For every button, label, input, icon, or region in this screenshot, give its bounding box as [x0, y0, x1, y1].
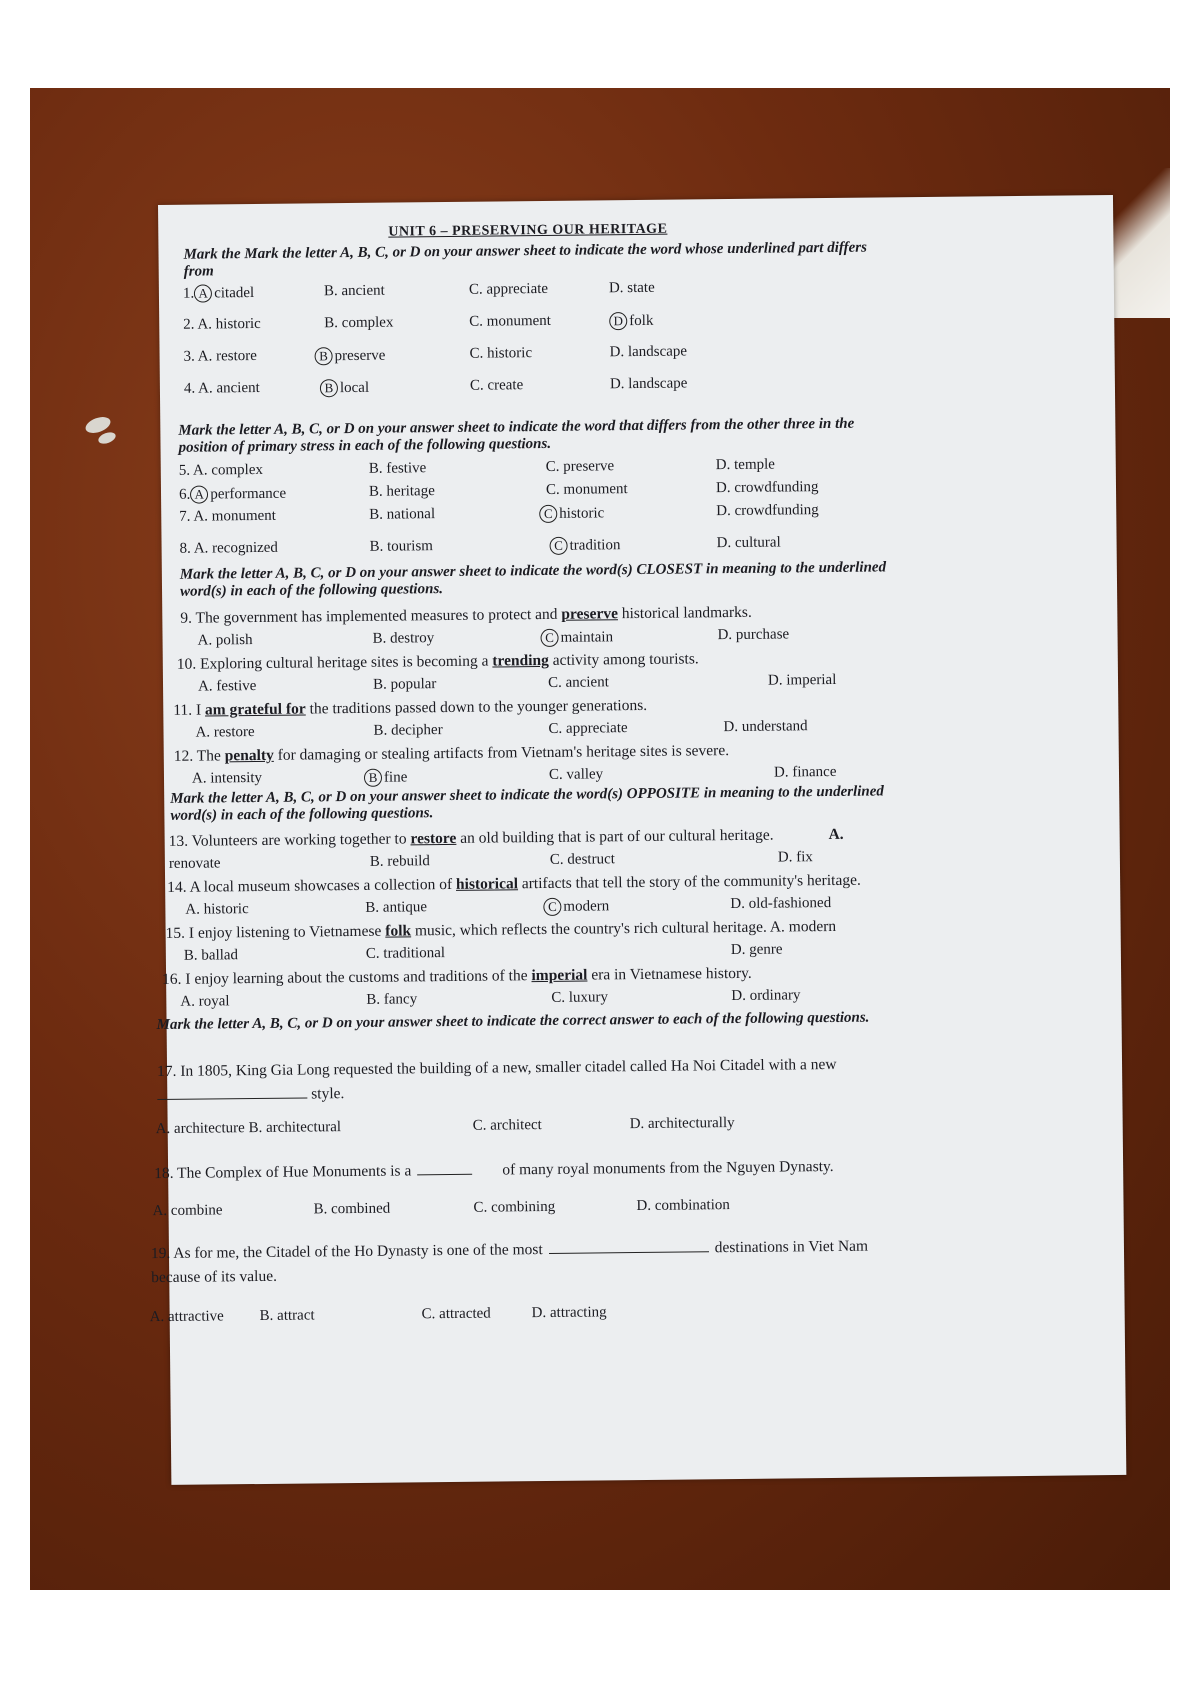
- q13-option-d: D. fix: [777, 849, 813, 866]
- q17-stem-line2: style.: [157, 1085, 344, 1105]
- q8-option-d: D. cultural: [716, 534, 781, 552]
- answer-circle: A: [190, 485, 208, 503]
- answer-circle: C: [543, 898, 561, 916]
- answer-circle: D: [609, 312, 627, 330]
- q18-option-c: C. combining: [473, 1198, 556, 1216]
- q19-stem-line2: because of its value.: [151, 1267, 278, 1287]
- q17-stem-line1: 17. In 1805, King Gia Long requested the building of a new, smaller citadel called Ha Noi Citadel with a new: [156, 1055, 837, 1081]
- q17-option-d: D. architecturally: [629, 1115, 735, 1133]
- q18-option-a: A. combine: [152, 1202, 223, 1220]
- q14-option-c: C modern: [543, 897, 609, 916]
- section-instruction: Mark the Mark the letter A, B, C, or D on your answer sheet to indicate the word whose underlined part differs from: [183, 239, 867, 280]
- q9-stem: 9. The government has implemented measures to protect and preserve historical landmarks.: [180, 603, 752, 627]
- q3-option-b: B preserve: [314, 347, 385, 366]
- q18-stem: 18. The Complex of Hue Monuments is a of many royal monuments from the Nguyen Dynasty.: [154, 1157, 834, 1183]
- q16-stem: 16. I enjoy learning about the customs and traditions of the imperial era in Vietnamese history.: [162, 964, 752, 988]
- q15-option-c: C. traditional: [365, 945, 446, 962]
- answer-circle: B: [320, 379, 338, 397]
- q9-option-c: C maintain: [540, 628, 613, 647]
- q2-option-d: D folk: [609, 312, 653, 330]
- q16-option-c: C. luxury: [551, 989, 609, 1006]
- q16-option-d: D. ordinary: [731, 987, 801, 1005]
- q15-option-b: B. ballad: [183, 947, 239, 964]
- q18-option-b: B. combined: [313, 1200, 391, 1218]
- table-speck: [97, 430, 117, 446]
- q5-option-b: B. festive: [368, 460, 427, 477]
- q4-option-d: D. landscape: [609, 375, 688, 393]
- q1-option-a: 1. A citadel: [182, 284, 255, 302]
- section-instruction: Mark the letter A, B, C, or D on your answer sheet to indicate the correct answer to each of the following questions.: [156, 1009, 870, 1034]
- answer-circle: C: [539, 505, 557, 523]
- q6-option-b: B. heritage: [368, 483, 435, 500]
- q14-option-a: A. historic: [185, 901, 249, 918]
- q14-stem: 14. A local museum showcases a collection of historical artifacts that tell the story of the community's heritage.: [167, 871, 861, 896]
- q11-option-d: D. understand: [723, 718, 808, 736]
- q14-option-b: B. antique: [365, 899, 428, 916]
- q10-option-d: D. imperial: [767, 671, 837, 689]
- q4-option-a: 4. A. ancient: [183, 379, 260, 397]
- q8-option-c: C tradition: [549, 536, 620, 555]
- q1-option-c: C. appreciate: [468, 280, 549, 298]
- q12-option-a: A. intensity: [191, 769, 263, 787]
- q13-stem: 13. Volunteers are working together to restore an old building that is part of our cultural heritage. A.: [168, 825, 844, 850]
- q17-option-c: C. architect: [472, 1117, 542, 1134]
- q19-stem: 19. As for me, the Citadel of the Ho Dynasty is one of the most destinations in Viet Nam: [150, 1237, 869, 1263]
- q5-option-d: D. temple: [715, 456, 775, 474]
- q5-option-a: 5. A. complex: [178, 461, 264, 479]
- q2-option-b: B. complex: [324, 314, 394, 332]
- q8-option-b: B. tourism: [369, 538, 434, 555]
- q10-stem: 10. Exploring cultural heritage sites is becoming a trending activity among tourists.: [176, 650, 699, 673]
- q14-option-d: D. old-fashioned: [730, 894, 832, 913]
- q3-option-c: C. historic: [469, 345, 533, 362]
- answer-circle: C: [549, 537, 567, 555]
- q12-option-b: B fine: [364, 768, 408, 786]
- q7-option-c: C historic: [539, 504, 604, 523]
- q11-stem: 11. I am grateful for the traditions passed down to the younger generations.: [173, 696, 648, 719]
- q13-option-b: B. rebuild: [369, 853, 430, 870]
- worksheet-paper: [149, 195, 1126, 1485]
- q10-option-b: B. popular: [372, 676, 437, 693]
- q11-option-a: A. restore: [195, 724, 255, 741]
- q13-option-a: renovate: [168, 855, 221, 872]
- answer-circle: A: [194, 284, 212, 302]
- q1-option-b: B. ancient: [323, 282, 385, 300]
- q16-option-a: A. royal: [180, 993, 230, 1010]
- q19-option-c: C. attracted: [421, 1305, 491, 1323]
- q1-option-d: D. state: [608, 279, 655, 297]
- q6-option-a: 6. A performance: [178, 485, 287, 503]
- q3-option-a: 3. A. restore: [183, 347, 257, 365]
- q7-option-b: B. national: [369, 506, 436, 523]
- q7-option-d: D. crowdfunding: [716, 502, 819, 520]
- q11-option-b: B. decipher: [373, 722, 443, 739]
- q15-stem: 15. I enjoy listening to Vietnamese folk music, which reflects the country's rich cultural heritage. A. modern: [165, 917, 837, 942]
- q9-option-a: A. polish: [197, 632, 253, 649]
- q4-option-c: C. create: [469, 377, 524, 394]
- q19-option-a: A. attractive: [149, 1308, 224, 1326]
- q11-option-c: C. appreciate: [548, 720, 628, 737]
- q4-option-b: B local: [320, 379, 369, 398]
- q10-option-c: C. ancient: [547, 674, 609, 691]
- q3-option-d: D. landscape: [609, 343, 688, 361]
- answer-circle: C: [540, 629, 558, 647]
- q8-option-a: 8. A. recognized: [179, 539, 278, 557]
- answer-circle: B: [314, 347, 332, 365]
- q17-option-ab: A. architecture B. architectural: [155, 1119, 342, 1138]
- page-title: UNIT 6 – PRESERVING OUR HERITAGE: [388, 221, 668, 240]
- q12-option-c: C. valley: [548, 766, 604, 783]
- q12-stem: 12. The penalty for damaging or stealing artifacts from Vietnam's heritage sites is severe.: [173, 742, 730, 765]
- q5-option-c: C. preserve: [545, 458, 615, 475]
- q16-option-b: B. fancy: [366, 991, 418, 1008]
- q19-option-d: D. attracting: [531, 1304, 607, 1322]
- q2-option-c: C. monument: [469, 312, 551, 330]
- section-instruction: Mark the letter A, B, C, or D on your answer sheet to indicate the word(s) CLOSEST in meaning to the underlined word(s) in each of the following questions.: [179, 559, 887, 600]
- section-instruction: Mark the letter A, B, C, or D on your answer sheet to indicate the word(s) OPPOSITE in meaning to the underlined word(s) in each of the following questions.: [170, 783, 884, 824]
- q9-option-b: B. destroy: [372, 630, 435, 647]
- q2-option-a: 2. A. historic: [183, 315, 261, 333]
- q13-option-c: C. destruct: [549, 851, 615, 868]
- section-instruction: Mark the letter A, B, C, or D on your answer sheet to indicate the word that differs from the other three in the position of primary stress in each of the following questions.: [178, 415, 855, 456]
- q7-option-a: 7. A. monument: [179, 507, 277, 525]
- q12-option-d: D. finance: [773, 763, 837, 781]
- q10-option-a: A. festive: [197, 677, 257, 695]
- answer-circle: B: [364, 769, 382, 787]
- q19-option-b: B. attract: [259, 1307, 315, 1324]
- q18-option-d: D. combination: [636, 1197, 730, 1215]
- q6-option-d: D. crowdfunding: [715, 479, 819, 497]
- q6-option-c: C. monument: [545, 481, 628, 498]
- q9-option-d: D. purchase: [717, 626, 790, 644]
- q15-option-d: D. genre: [730, 941, 783, 959]
